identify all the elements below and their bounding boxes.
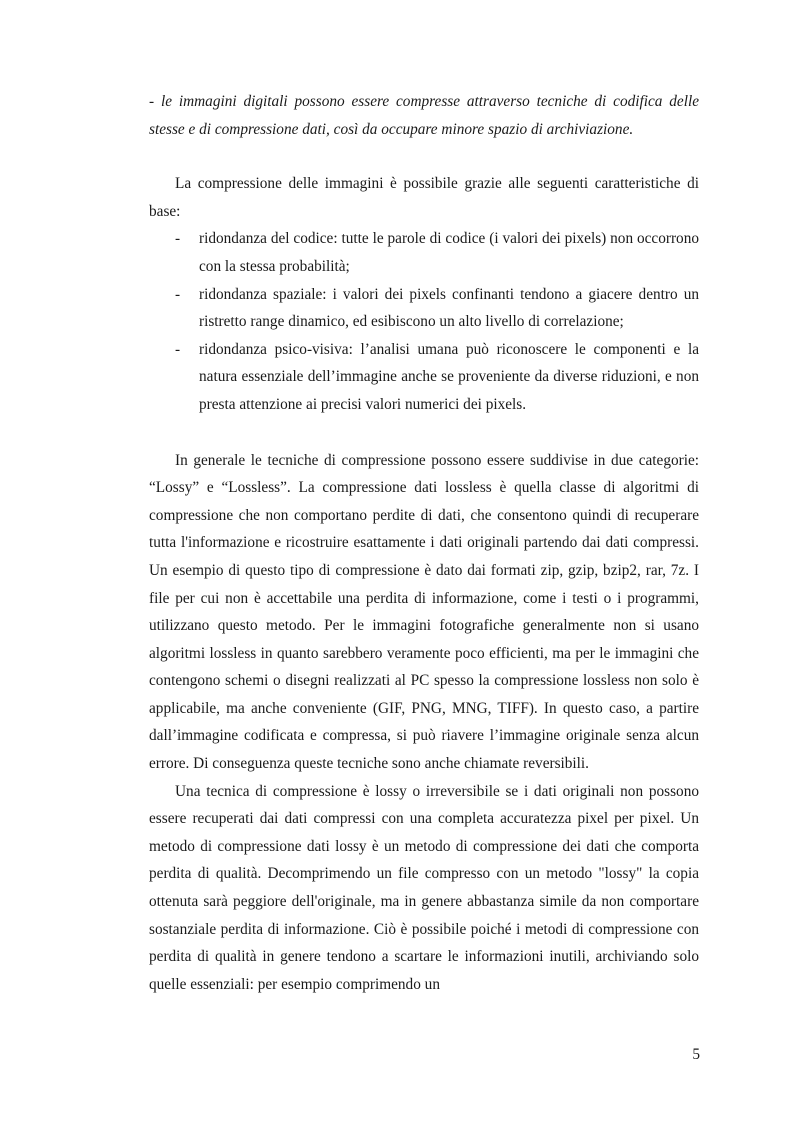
list-item [149, 336, 699, 419]
spacer [149, 143, 699, 170]
list-item [149, 225, 699, 280]
bullet-dash: - [175, 230, 181, 248]
page-content [149, 88, 699, 998]
bullet-dash: - [175, 285, 181, 303]
list-item-text: ridondanza psico-visiva: l’analisi umana può riconoscere le componenti e la natura essenziale dell’immagine anche se proveniente da diverse riduzioni, e non presta attenzione ai precisi valori numerici dei pixels. [199, 340, 699, 413]
spacer [149, 419, 699, 447]
body-paragraph-lossless: In generale le tecniche di compressione possono essere suddivise in due categorie: “Lossy” e “Lossless”. La compressione dati lossless è quella classe di algoritmi di compressione che non comportano perdite di dati, che consentono quindi di recuperare tutta l'informazione e ricostruire esattamente i dati originali partendo dai dati compressi. Un esempio di questo tipo di compressione è dato dai formati zip, gzip, bzip2, rar, 7z. I file per cui non è accettabile una perdita di informazione, come i testi o i programmi, utilizzano questo metodo. Per le immagini fotografiche generalmente non si usano algoritmi lossless in quanto sarebbero veramente poco efficienti, ma per le immagini che contengono schemi o disegni realizzati al PC spesso la compressione lossless non solo è applicabile, ma anche conveniente (GIF, PNG, MNG, TIFF). In questo caso, a partire dall’immagine codificata e compressa, si può riavere l’immagine originale senza alcun errore. Di conseguenza queste tecniche sono anche chiamate reversibili. [149, 451, 699, 773]
list-item-text: ridondanza spaziale: i valori dei pixels confinanti tendono a giacere dentro un ristretto range dinamico, ed esibiscono un alto livello di correlazione; [199, 285, 699, 331]
features-lead-paragraph: La compressione delle immagini è possibile grazie alle seguenti caratteristiche di base: [149, 175, 699, 220]
body-paragraph-lossy: Una tecnica di compressione è lossy o irreversibile se i dati originali non possono essere recuperati dai dati compressi con una completa accuratezza pixel per pixel. Un metodo di compressione dati lossy è un metodo di compressione dei dati che comporta perdita di qualità. Decomprimendo un file compresso con un metodo "lossy" la copia ottenuta sarà peggiore dell'originale, ma in genere abbastanza simile da non comportare sostanziale perdita di informazione. Ciò è possibile poiché i metodi di compressione con perdita di qualità in genere tendono a scartare le informazioni inutili, archiviando solo quelle essenziali: per esempio comprimendo un [149, 782, 699, 993]
bullet-dash: - [175, 340, 181, 358]
redundancy-list [149, 225, 699, 418]
page-number: 5 [692, 1046, 700, 1063]
intro-italic-paragraph: - le immagini digitali possono essere compresse attraverso tecniche di codifica delle stesse e di compressione dati, così da occupare minore spazio di archiviazione. [149, 93, 699, 138]
list-item-text: ridondanza del codice: tutte le parole di codice (i valori dei pixels) non occorrono con la stessa probabilità; [199, 230, 699, 275]
list-item [149, 281, 699, 336]
